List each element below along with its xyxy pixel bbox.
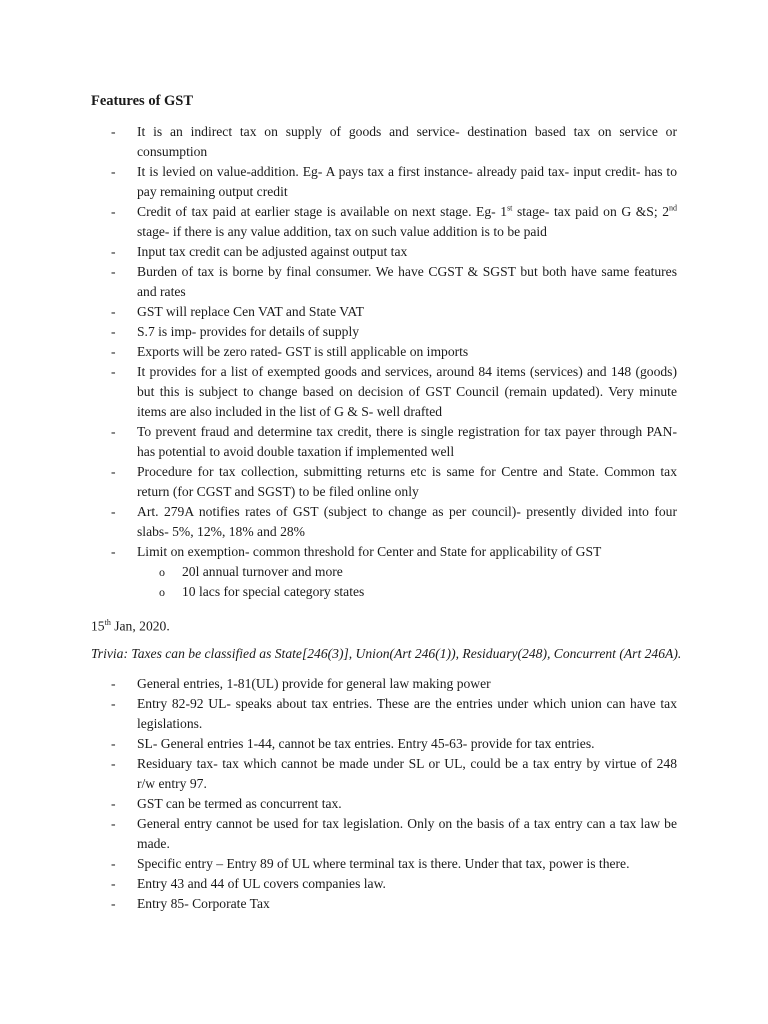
dash-bullet: - bbox=[111, 324, 116, 339]
dash-bullet: - bbox=[111, 896, 116, 911]
dash-bullet: - bbox=[111, 364, 116, 379]
list-item bbox=[0, 854, 768, 874]
sub-list-item bbox=[0, 582, 768, 602]
list-item-text: It provides for a list of exempted goods and services, around 84 items (services) and 148 (goods) but this is subject to change based on decision of GST Council (remain updated). Very minute items are also included in the list of G & S- well drafted bbox=[137, 364, 677, 419]
list-item-text: Residuary tax- tax which cannot be made under SL or UL, could be a tax entry by virtue of 248 r/w entry 97. bbox=[137, 756, 677, 791]
dash-bullet: - bbox=[111, 244, 116, 259]
date-day: 15 bbox=[91, 618, 105, 634]
superscript: st bbox=[507, 203, 513, 213]
list-item bbox=[0, 794, 768, 814]
trivia-note: Trivia: Taxes can be classified as State[246(3)], Union(Art 246(1)), Residuary(248), Concurrent (Art 246A). bbox=[91, 646, 682, 661]
list-item-text: General entry cannot be used for tax legislation. Only on the basis of a tax entry can a tax law be made. bbox=[137, 816, 677, 851]
list-item bbox=[0, 122, 768, 162]
dash-bullet: - bbox=[111, 424, 116, 439]
list-item bbox=[0, 162, 768, 202]
dash-bullet: - bbox=[111, 816, 116, 831]
dash-bullet: - bbox=[111, 756, 116, 771]
list-item-text: Specific entry – Entry 89 of UL where terminal tax is there. Under that tax, power is there. bbox=[137, 856, 630, 871]
date-suffix: th bbox=[104, 618, 111, 627]
list-item bbox=[0, 734, 768, 754]
list-item-text: Procedure for tax collection, submitting returns etc is same for Centre and State. Common tax return (for CGST and SGST) to be filed online only bbox=[137, 464, 677, 499]
dash-bullet: - bbox=[111, 204, 116, 219]
superscript: nd bbox=[669, 203, 677, 213]
dash-bullet: - bbox=[111, 856, 116, 871]
list-item bbox=[0, 422, 768, 462]
list-item-text: Input tax credit can be adjusted against output tax bbox=[137, 244, 408, 259]
list-item bbox=[0, 462, 768, 502]
list-item bbox=[0, 362, 768, 422]
list-item-text: Burden of tax is borne by final consumer. We have CGST & SGST but both have same features and rates bbox=[137, 264, 677, 299]
date-rest: Jan, 2020. bbox=[110, 618, 170, 634]
dash-bullet: - bbox=[111, 676, 116, 691]
circle-bullet: o bbox=[159, 565, 165, 579]
list-item-text: Limit on exemption- common threshold for Center and State for applicability of GST bbox=[137, 544, 602, 559]
list-item-text: Entry 85- Corporate Tax bbox=[137, 896, 270, 911]
list-item bbox=[0, 262, 768, 302]
dash-bullet: - bbox=[111, 124, 116, 139]
list-item bbox=[0, 754, 768, 794]
list-item bbox=[0, 202, 768, 242]
list-item bbox=[0, 874, 768, 894]
list-item bbox=[0, 814, 768, 854]
dash-bullet: - bbox=[111, 544, 116, 559]
list-item bbox=[0, 242, 768, 262]
dash-bullet: - bbox=[111, 264, 116, 279]
entries-list bbox=[0, 674, 768, 914]
dash-bullet: - bbox=[111, 304, 116, 319]
date-line bbox=[91, 613, 170, 637]
list-item-text: GST can be termed as concurrent tax. bbox=[137, 796, 342, 811]
list-item-text: S.7 is imp- provides for details of supply bbox=[137, 324, 360, 339]
dash-bullet: - bbox=[111, 464, 116, 479]
list-item bbox=[0, 542, 768, 562]
list-item-text: Art. 279A notifies rates of GST (subject to change as per council)- presently divided into four slabs- 5%, 12%, 18% and 28% bbox=[137, 504, 677, 539]
list-item bbox=[0, 342, 768, 362]
list-item-text: Credit of tax paid at earlier stage is available on next stage. Eg- 1 bbox=[137, 204, 508, 219]
sub-list-item-text: 10 lacs for special category states bbox=[182, 584, 365, 599]
list-item-text: General entries, 1-81(UL) provide for general law making power bbox=[137, 676, 491, 691]
features-list bbox=[0, 122, 768, 602]
dash-bullet: - bbox=[111, 876, 116, 891]
list-item bbox=[0, 694, 768, 734]
list-item-text: Entry 43 and 44 of UL covers companies law. bbox=[137, 876, 386, 891]
circle-bullet: o bbox=[159, 585, 165, 599]
dash-bullet: - bbox=[111, 504, 116, 519]
dash-bullet: - bbox=[111, 736, 116, 751]
dash-bullet: - bbox=[111, 164, 116, 179]
sub-list-item-text: 20l annual turnover and more bbox=[182, 564, 343, 579]
dash-bullet: - bbox=[111, 796, 116, 811]
list-item bbox=[0, 302, 768, 322]
list-item-text: Entry 82-92 UL- speaks about tax entries. These are the entries under which union can have tax legislations. bbox=[137, 696, 677, 731]
sub-list-item bbox=[0, 562, 768, 582]
list-item bbox=[0, 674, 768, 694]
list-item-text: SL- General entries 1-44, cannot be tax entries. Entry 45-63- provide for tax entries. bbox=[137, 736, 595, 751]
list-item-text: stage- tax paid on G &S; 2 bbox=[512, 204, 669, 219]
list-item-text: Exports will be zero rated- GST is still applicable on imports bbox=[137, 344, 469, 359]
list-item-text: It is an indirect tax on supply of goods and service- destination based tax on service or consumption bbox=[137, 124, 677, 159]
list-item bbox=[0, 322, 768, 342]
list-item-text: GST will replace Cen VAT and State VAT bbox=[137, 304, 364, 319]
list-item-text: It is levied on value-addition. Eg- A pays tax a first instance- already paid tax- input credit- has to pay remaining output credit bbox=[137, 164, 677, 199]
dash-bullet: - bbox=[111, 344, 116, 359]
list-item bbox=[0, 894, 768, 914]
list-item bbox=[0, 502, 768, 542]
list-item-text: stage- if there is any value addition, tax on such value addition is to be paid bbox=[137, 224, 547, 239]
dash-bullet: - bbox=[111, 696, 116, 711]
list-item-text: To prevent fraud and determine tax credit, there is single registration for tax payer through PAN- has potential to avoid double taxation if implemented well bbox=[137, 424, 677, 459]
section-heading: Features of GST bbox=[91, 93, 194, 109]
